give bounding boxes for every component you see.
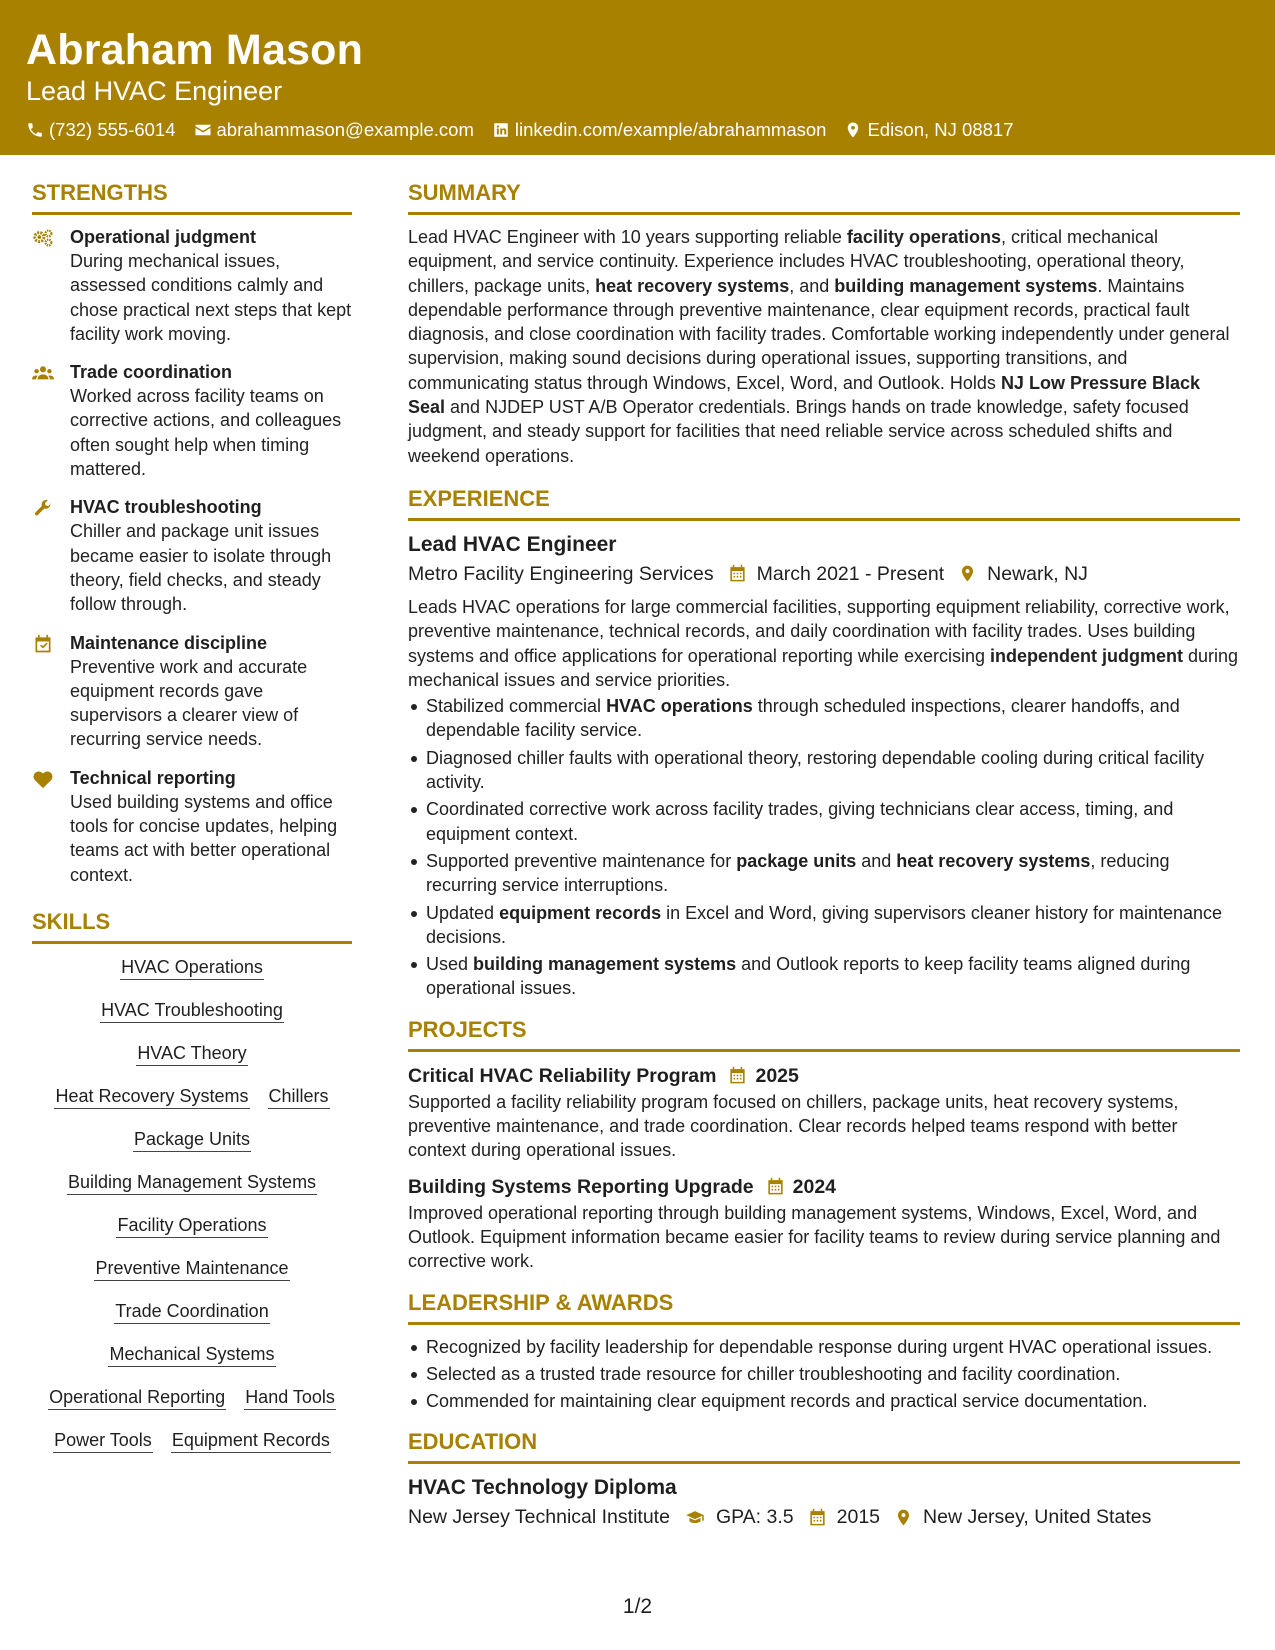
summary-heading: SUMMARY — [408, 180, 1240, 215]
strength-item — [32, 631, 352, 752]
wrench-icon — [32, 498, 54, 518]
skill-tag: Chillers — [268, 1085, 330, 1109]
job-meta — [408, 559, 1240, 589]
education-heading: EDUCATION — [408, 1429, 1240, 1464]
right-column — [408, 180, 1240, 1538]
project-name: Critical HVAC Reliability Program — [408, 1064, 717, 1087]
list-item: Supported preventive maintenance for package units and heat recovery systems, reducing recurring service interruptions. — [408, 849, 1240, 898]
projects-heading: PROJECTS — [408, 1017, 1240, 1052]
strengths-heading: STRENGTHS — [32, 180, 352, 215]
list-item: Updated equipment records in Excel and Word, giving supervisors cleaner history for maintenance decisions. — [408, 901, 1240, 950]
calendar-icon — [728, 1066, 747, 1085]
contact-linkedin[interactable] — [492, 118, 827, 142]
job-location: Newark, NJ — [987, 562, 1088, 585]
strength-desc: During mechanical issues, assessed conditions calmly and chose practical next steps that kept facility work moving. — [70, 251, 352, 344]
strength-item — [32, 495, 352, 616]
strength-title: Operational judgment — [70, 227, 257, 247]
skills-heading: SKILLS — [32, 909, 352, 944]
project-desc: Improved operational reporting through building management systems, Windows, Excel, Word, and Outlook. Equipment information became easier for facility teams to review during service planning and corrective work. — [408, 1202, 1221, 1272]
strength-title: Trade coordination — [70, 362, 233, 383]
strength-item — [32, 360, 352, 481]
users-icon — [32, 363, 54, 383]
education-location: New Jersey, United States — [923, 1506, 1152, 1529]
job-dates: March 2021 - Present — [756, 562, 945, 585]
project-desc: Supported a facility reliability program focused on chillers, package units, heat recovery systems, preventive maintenance, and trade coordination. Clear records helped teams respond with better context during operational issues. — [408, 1091, 1179, 1161]
phone-icon — [26, 121, 44, 139]
map-marker-icon — [958, 564, 977, 583]
strength-item — [32, 766, 352, 887]
experience-heading: EXPERIENCE — [408, 486, 1240, 521]
strength-desc: Used building systems and office tools for concise updates, helping teams act with better operational context. — [70, 791, 338, 885]
skill-tag: HVAC Troubleshooting — [100, 999, 284, 1023]
project-title — [408, 1062, 1240, 1090]
list-item: Commended for maintaining clear equipment records and practical service documentation. — [408, 1389, 1240, 1413]
strength-desc: Worked across facility teams on corrective actions, and colleagues often sought help when timing mattered. — [70, 386, 342, 480]
degree-title: HVAC Technology Diploma — [408, 1476, 677, 1500]
list-item: Diagnosed chiller faults with operational theory, restoring dependable cooling during critical facility activity. — [408, 746, 1240, 795]
skill-tag: Preventive Maintenance — [94, 1257, 289, 1281]
strength-item — [32, 225, 352, 346]
contact-location — [844, 118, 1013, 142]
list-item: Coordinated corrective work across facility trades, giving technicians clear access, timing, and equipment context. — [408, 797, 1240, 846]
strength-title: HVAC troubleshooting — [70, 497, 262, 518]
contact-bar — [26, 118, 1275, 142]
candidate-role: Lead HVAC Engineer — [26, 76, 283, 106]
leadership-bullets — [408, 1335, 1240, 1414]
job-title: Lead HVAC Engineer — [408, 532, 617, 556]
calendar-icon — [728, 564, 747, 583]
list-item: Used building management systems and Outlook reports to keep facility teams aligned during operational issues. — [408, 952, 1240, 1001]
heart-icon — [32, 769, 54, 789]
contact-phone — [26, 118, 176, 142]
skill-tag: Equipment Records — [171, 1429, 331, 1453]
calendar-check-icon — [32, 634, 54, 654]
list-item: Recognized by facility leadership for dependable response during urgent HVAC operational issues. — [408, 1335, 1240, 1359]
skills-list — [32, 956, 352, 1453]
skill-tag: Operational Reporting — [48, 1386, 226, 1410]
candidate-name: Abraham Mason — [26, 26, 364, 74]
strength-title: Technical reporting — [70, 767, 236, 788]
education-year: 2015 — [836, 1506, 881, 1529]
map-marker-icon — [844, 121, 862, 139]
education-meta — [408, 1502, 1240, 1532]
leadership-heading: LEADERSHIP & AWARDS — [408, 1290, 1240, 1325]
school-name: New Jersey Technical Institute — [408, 1506, 670, 1529]
envelope-icon — [194, 121, 212, 139]
skill-tag: Building Management Systems — [67, 1171, 317, 1195]
calendar-icon — [766, 1177, 785, 1196]
skill-tag: Hand Tools — [244, 1386, 336, 1410]
strength-title: Maintenance discipline — [70, 632, 268, 653]
project-year: 2025 — [755, 1064, 799, 1087]
summary-text: Lead HVAC Engineer with 10 years supporting reliable facility operations, critical mechanical equipment, and service continuity. Experience includes HVAC troubleshooting, operational theory, chillers, package units, heat recovery systems, and building management systems. Maintains dependable performance through preventive maintenance, clear equipment records, practical fault diagnosis, and close coordination with facility trades. Comfortable working independently under general supervision, making sound decisions during operational issues, supporting transitions, and communicating status through Windows, Excel, Word, and Outlook. Holds NJ Low Pressure Black Seal and NJDEP UST A/B Operator credentials. Brings hands on trade knowledge, safety focused judgment, and steady support for facilities that need reliable service across scheduled shifts and weekend operations. — [408, 227, 1230, 466]
calendar-icon — [808, 1508, 827, 1527]
skill-tag: Power Tools — [53, 1429, 153, 1453]
page-number: 1/2 — [622, 1595, 653, 1618]
list-item: Selected as a trusted trade resource for chiller troubleshooting and facility coordination. — [408, 1362, 1240, 1386]
project-name: Building Systems Reporting Upgrade — [408, 1175, 754, 1198]
phone-text: (732) 555-6014 — [49, 119, 176, 140]
project-title — [408, 1173, 1240, 1201]
strength-desc: Preventive work and accurate equipment records gave supervisors a clearer view of recurring service needs. — [70, 656, 308, 750]
gpa-text: GPA: 3.5 — [715, 1506, 794, 1529]
skill-tag: HVAC Operations — [120, 956, 264, 980]
gears-icon — [32, 228, 54, 248]
skill-tag: Facility Operations — [116, 1214, 267, 1238]
email-link[interactable]: abrahammason@example.com — [216, 119, 474, 140]
list-item: Stabilized commercial HVAC operations through scheduled inspections, clearer handoffs, and dependable facility service. — [408, 694, 1240, 743]
skill-tag: Trade Coordination — [114, 1300, 269, 1324]
graduation-cap-icon — [684, 1508, 706, 1527]
location-text: Edison, NJ 08817 — [867, 119, 1014, 140]
skill-tag: Mechanical Systems — [108, 1343, 275, 1367]
project-year: 2024 — [792, 1175, 837, 1198]
company-name: Metro Facility Engineering Services — [408, 562, 714, 585]
skill-tag: Package Units — [133, 1128, 251, 1152]
skill-tag: HVAC Theory — [136, 1042, 247, 1066]
contact-email[interactable] — [194, 118, 474, 142]
resume-header — [0, 0, 1275, 155]
left-column — [32, 180, 352, 1472]
skill-tag: Heat Recovery Systems — [54, 1085, 249, 1109]
linkedin-link[interactable]: linkedin.com/example/abrahammason — [514, 119, 827, 140]
linkedin-icon — [492, 121, 510, 139]
map-marker-icon — [894, 1508, 913, 1527]
strength-desc: Chiller and package unit issues became easier to isolate through theory, field checks, and steady follow through. — [70, 521, 332, 615]
job-bullets — [408, 694, 1240, 1001]
job-description: Leads HVAC operations for large commercial facilities, supporting equipment reliability, corrective work, preventive maintenance, technical records, and daily coordination with facility trades. Uses building systems and office applications for operational reporting while exercising independent judgment during mechanical issues and service priorities. — [408, 596, 1239, 690]
